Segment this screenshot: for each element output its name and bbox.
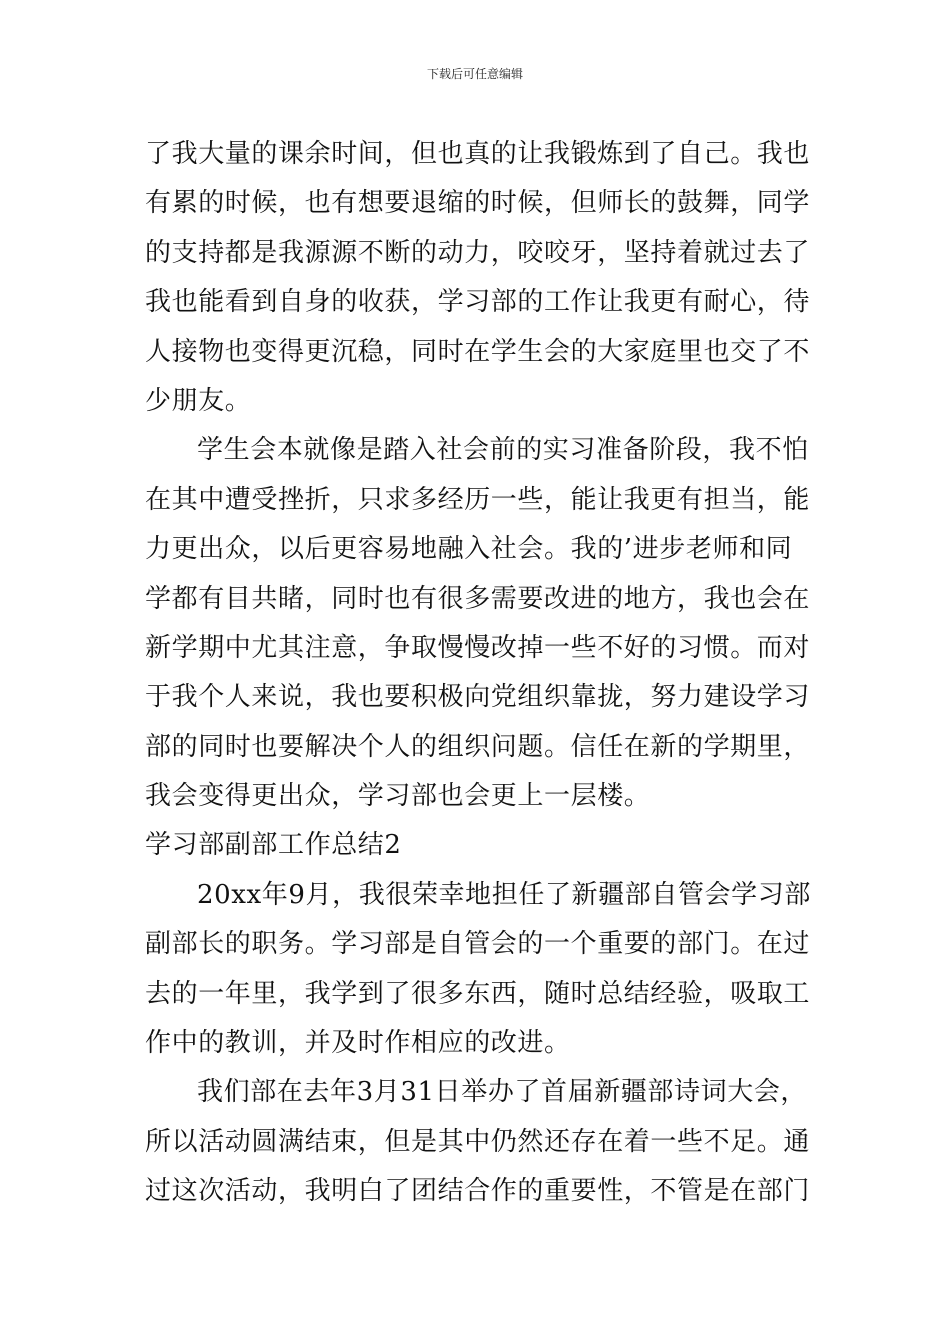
- text-line: 有累的时候，也有想要退缩的时候，但师长的鼓舞，同学: [145, 188, 811, 219]
- text-line: 我们部在去年3月31日举办了首届新疆部诗词大会，: [197, 1077, 808, 1108]
- text-line: 部的同时也要解决个人的组织问题。信任在新的学期里，: [145, 731, 811, 762]
- text-line: 去的一年里，我学到了很多东西，随时总结经验，吸取工: [145, 978, 811, 1009]
- document-body: [145, 130, 810, 1217]
- text-line: 力更出众，以后更容易地融入社会。我的’进步老师和同: [145, 534, 793, 565]
- text-line: 20xx年9月，我很荣幸地担任了新疆部自管会学习部: [197, 879, 811, 910]
- text-line: 于我个人来说，我也要积极向党组织靠拢，努力建设学习: [145, 682, 811, 713]
- section-heading: 学习部副部工作总结2: [145, 830, 402, 861]
- text-line: 少朋友。: [145, 385, 252, 416]
- text-line: 新学期中尤其注意，争取慢慢改掉一些不好的习惯。而对: [145, 632, 811, 663]
- page-header: 下载后可任意编辑: [426, 67, 523, 81]
- text-line: 学生会本就像是踏入社会前的实习准备阶段，我不怕: [197, 435, 809, 466]
- text-line: 在其中遭受挫折，只求多经历一些，能让我更有担当，能: [145, 484, 811, 515]
- text-line: 学都有目共睹，同时也有很多需要改进的地方，我也会在: [145, 583, 811, 614]
- text-line: 的支持都是我源源不断的动力，咬咬牙，坚持着就过去了: [145, 237, 811, 268]
- text-line: 所以活动圆满结束，但是其中仍然还存在着一些不足。通: [145, 1126, 811, 1157]
- text-line: 过这次活动，我明白了团结合作的重要性，不管是在部门: [145, 1176, 811, 1207]
- text-line: 我也能看到自身的收获，学习部的工作让我更有耐心，待: [145, 287, 811, 318]
- text-line: 人接物也变得更沉稳，同时在学生会的大家庭里也交了不: [145, 336, 811, 367]
- text-line: 我会变得更出众，学习部也会更上一层楼。: [145, 781, 651, 812]
- text-line: 作中的教训，并及时作相应的改进。: [145, 1028, 571, 1059]
- text-line: 副部长的职务。学习部是自管会的一个重要的部门。在过: [145, 929, 811, 960]
- text-line: 了我大量的课余时间，但也真的让我锻炼到了自己。我也: [145, 139, 811, 169]
